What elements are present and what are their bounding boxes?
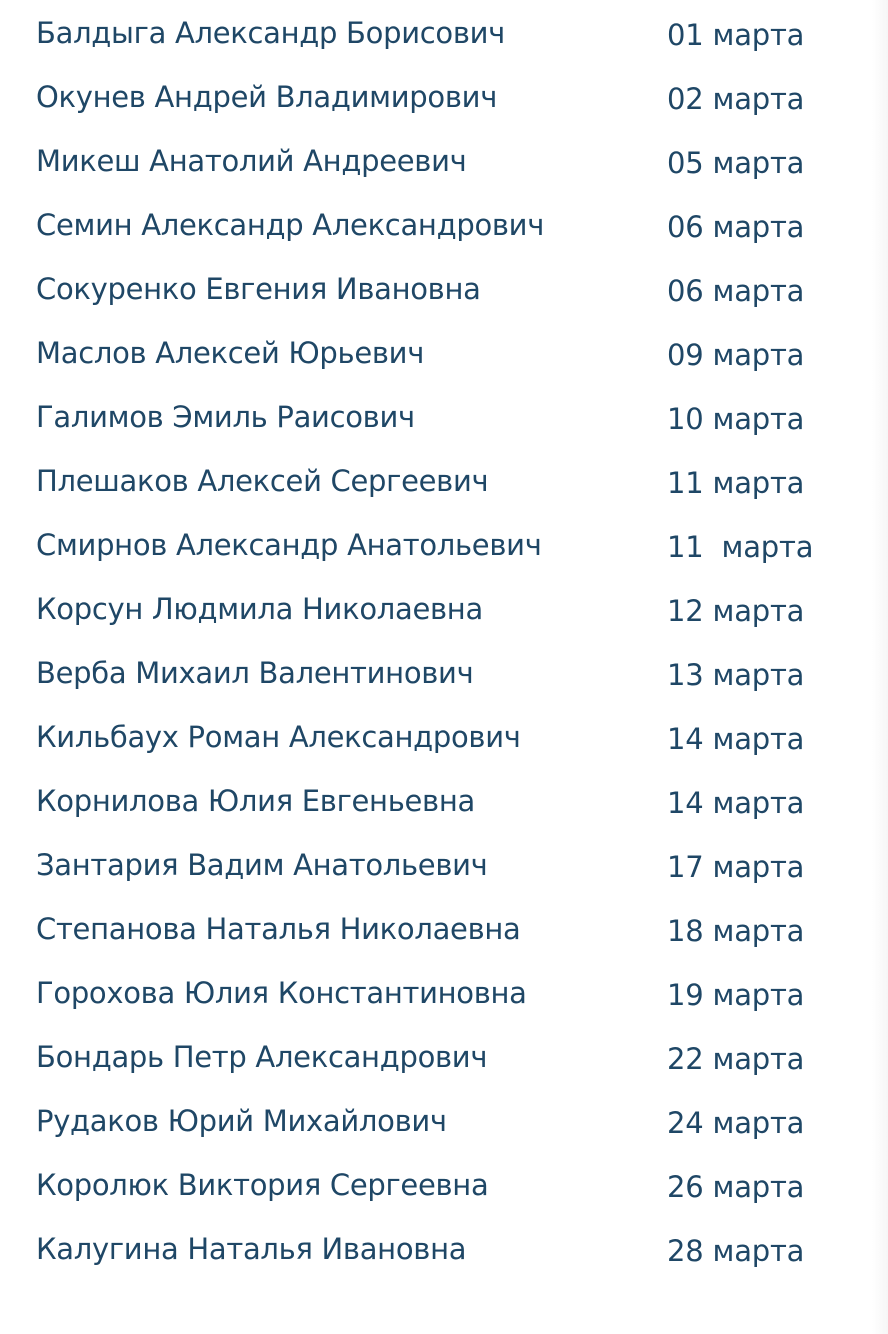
- list-item: [36, 716, 836, 780]
- person-name: Калугина Наталья Ивановна: [36, 1232, 467, 1266]
- person-name: Корсун Людмила Николаевна: [36, 592, 483, 626]
- list-item: [36, 844, 836, 908]
- list-item: [36, 12, 836, 76]
- list-item: [36, 780, 836, 844]
- birthday-date: 01 марта: [667, 18, 805, 52]
- person-name: Балдыга Александр Борисович: [36, 16, 506, 50]
- birthday-date: 19 марта: [667, 978, 805, 1012]
- person-name: Бондарь Петр Александрович: [36, 1040, 488, 1074]
- birthday-date: 12 марта: [667, 594, 805, 628]
- person-name: Микеш Анатолий Андреевич: [36, 144, 467, 178]
- list-item: [36, 1164, 836, 1228]
- birthday-date: 11 марта: [667, 530, 814, 564]
- birthday-date: 17 марта: [667, 850, 805, 884]
- birthday-date: 18 марта: [667, 914, 805, 948]
- person-name: Степанова Наталья Николаевна: [36, 912, 521, 946]
- list-item: [36, 1228, 836, 1292]
- birthday-date: 06 марта: [667, 274, 805, 308]
- person-name: Маслов Алексей Юрьевич: [36, 336, 425, 370]
- birthday-date: 11 марта: [667, 466, 805, 500]
- list-item: [36, 460, 836, 524]
- birthday-list: [36, 12, 836, 1292]
- person-name: Королюк Виктория Сергеевна: [36, 1168, 489, 1202]
- birthday-date: 06 марта: [667, 210, 805, 244]
- list-item: [36, 652, 836, 716]
- person-name: Горохова Юлия Константиновна: [36, 976, 527, 1010]
- page-edge-shadow: [872, 0, 888, 1334]
- birthday-date: 28 марта: [667, 1234, 805, 1268]
- birthday-date: 14 марта: [667, 722, 805, 756]
- person-name: Рудаков Юрий Михайлович: [36, 1104, 447, 1138]
- birthday-date: 22 марта: [667, 1042, 805, 1076]
- person-name: Корнилова Юлия Евгеньевна: [36, 784, 475, 818]
- list-item: [36, 1036, 836, 1100]
- list-item: [36, 204, 836, 268]
- birthday-date: 10 марта: [667, 402, 805, 436]
- list-item: [36, 332, 836, 396]
- person-name: Галимов Эмиль Раисович: [36, 400, 415, 434]
- person-name: Окунев Андрей Владимирович: [36, 80, 498, 114]
- list-item: [36, 268, 836, 332]
- list-item: [36, 524, 836, 588]
- birthday-date: 05 марта: [667, 146, 805, 180]
- list-item: [36, 76, 836, 140]
- person-name: Кильбаух Роман Александрович: [36, 720, 521, 754]
- birthday-date: 14 марта: [667, 786, 805, 820]
- list-item: [36, 140, 836, 204]
- person-name: Семин Александр Александрович: [36, 208, 545, 242]
- birthday-date: 26 марта: [667, 1170, 805, 1204]
- list-item: [36, 1100, 836, 1164]
- list-item: [36, 972, 836, 1036]
- list-item: [36, 908, 836, 972]
- birthday-date: 09 марта: [667, 338, 805, 372]
- person-name: Зантария Вадим Анатольевич: [36, 848, 488, 882]
- person-name: Плешаков Алексей Сергеевич: [36, 464, 489, 498]
- birthday-date: 24 марта: [667, 1106, 805, 1140]
- person-name: Сокуренко Евгения Ивановна: [36, 272, 481, 306]
- list-item: [36, 588, 836, 652]
- person-name: Верба Михаил Валентинович: [36, 656, 474, 690]
- birthday-date: 02 марта: [667, 82, 805, 116]
- person-name: Смирнов Александр Анатольевич: [36, 528, 542, 562]
- list-item: [36, 396, 836, 460]
- birthday-date: 13 марта: [667, 658, 805, 692]
